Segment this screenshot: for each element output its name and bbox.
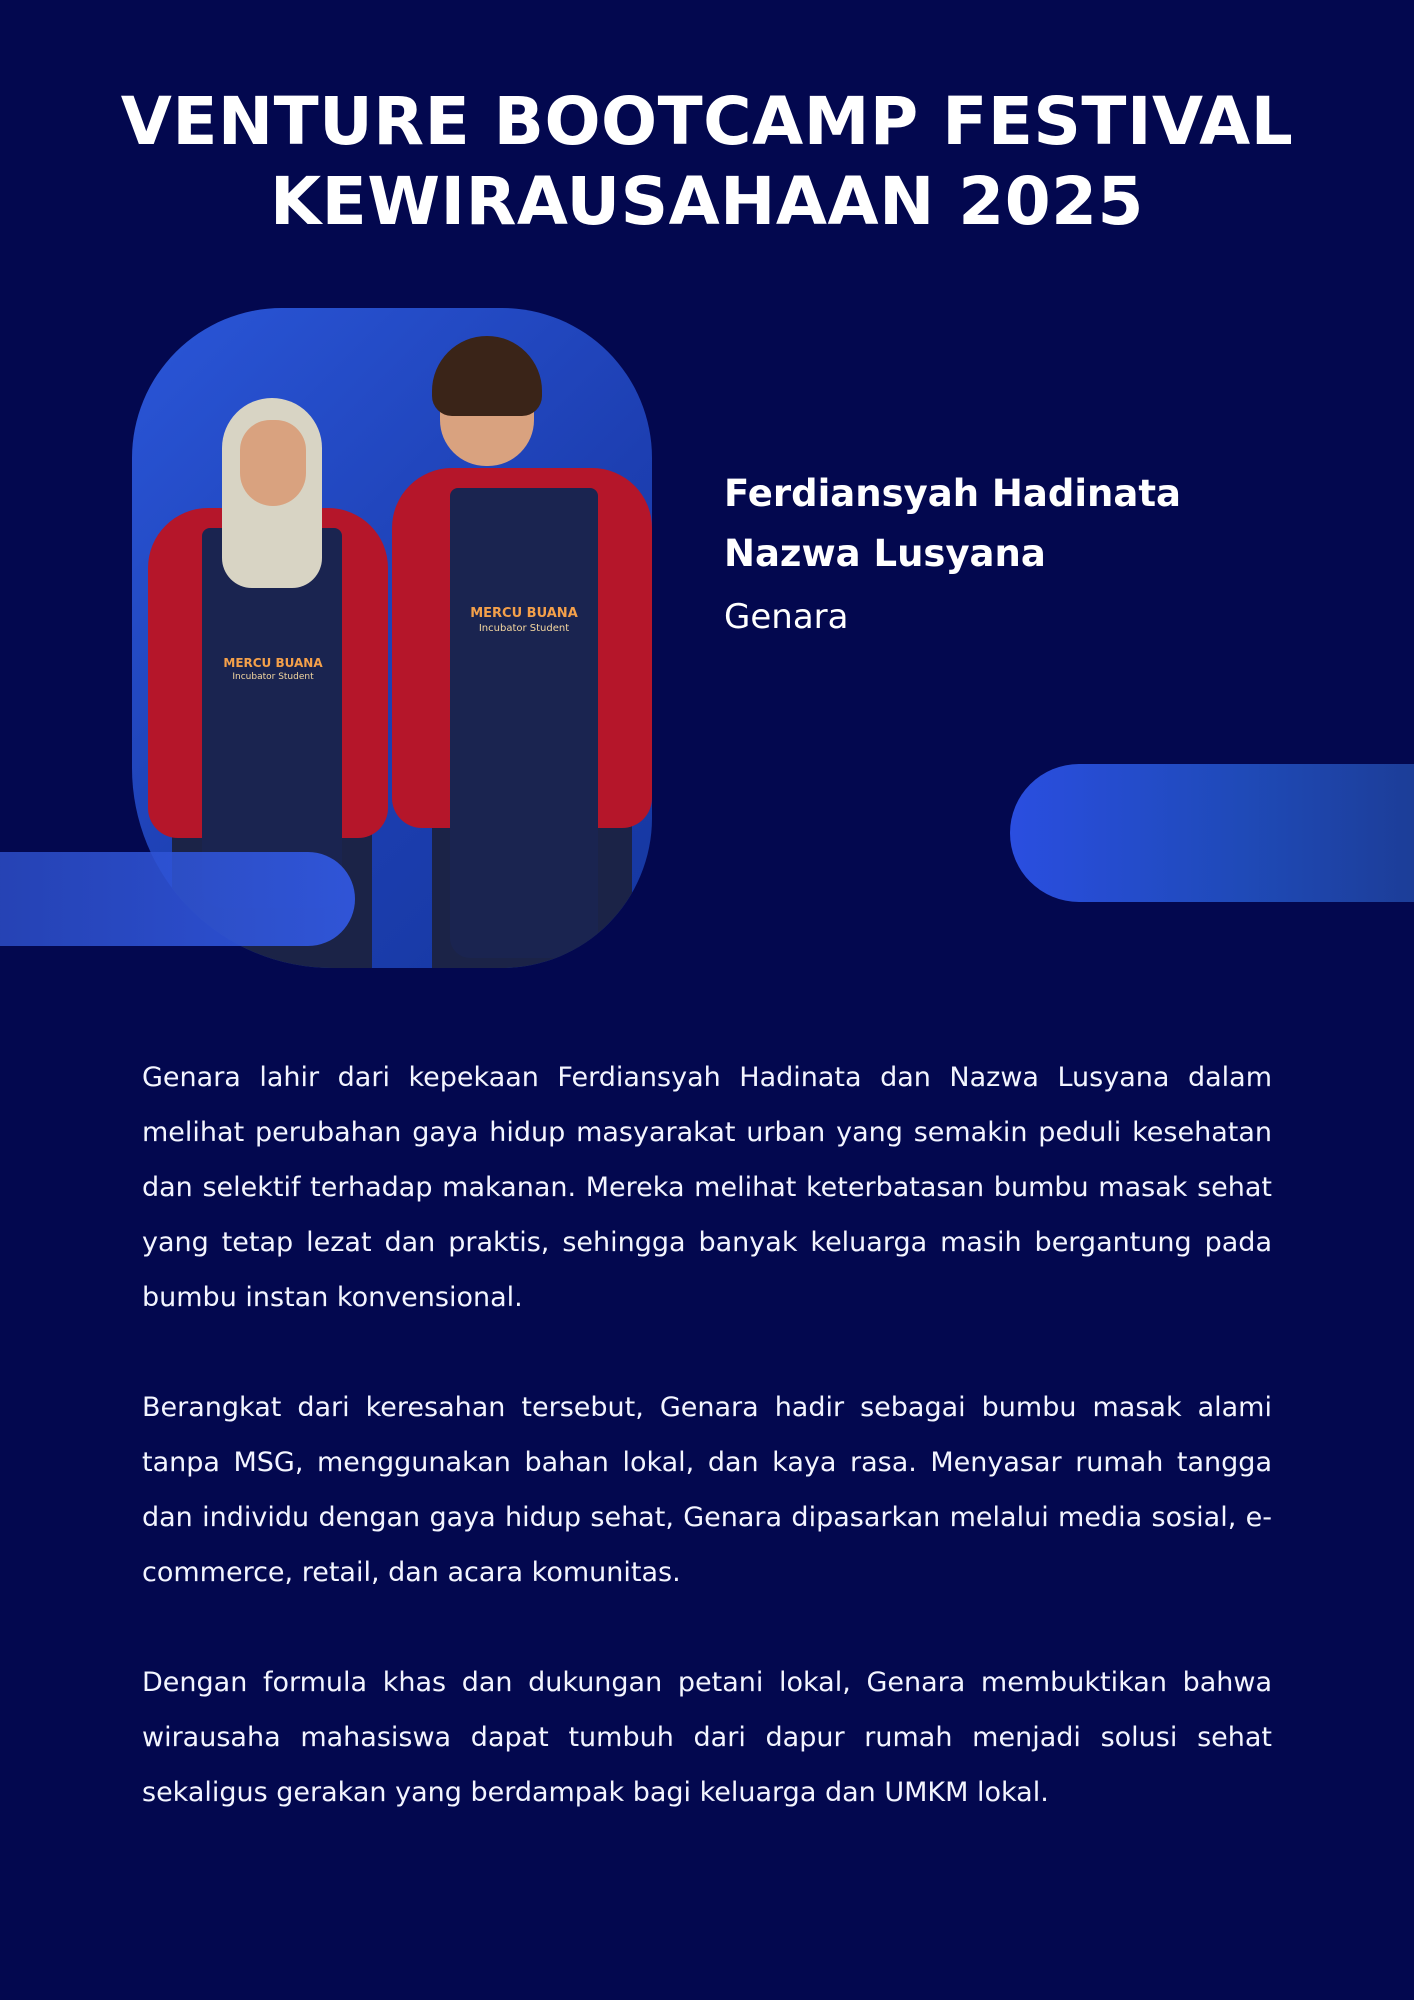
decorative-pill-right [1010,764,1414,902]
founder-2-apron-label: MERCU BUANA [470,606,578,621]
founder-name: Ferdiansyah Hadinata [724,472,1181,515]
story-paragraph: Genara lahir dari kepekaan Ferdiansyah Hadinata dan Nazwa Lusyana dalam melihat perubahan gaya hidup masyarakat urban yang semakin peduli kesehatan dan selektif terhadap makanan. Mereka melihat keterbatasan bumbu masak sehat yang tetap lezat dan praktis, sehingga banyak keluarga masih bergantung pada bumbu instan konvensional. [142,1062,1272,1313]
page-title-line-2: KEWIRAUSAHAAN 2025 [270,163,1144,240]
founder-1-apron-sublabel: Incubator Student [232,672,314,682]
founder-2-apron [450,488,598,958]
founder-info [724,464,1344,648]
founder-name: Nazwa Lusyana [724,532,1046,575]
page-title [0,82,1414,242]
story-paragraph: Dengan formula khas dan dukungan petani lokal, Genara membuktikan bahwa wirausaha mahasiswa dapat tumbuh dari dapur rumah menjadi solusi sehat sekaligus gerakan yang berdampak bagi keluarga dan UMKM lokal. [142,1667,1272,1808]
page-title-line-1: VENTURE BOOTCAMP FESTIVAL [120,83,1294,160]
story-paragraph: Berangkat dari keresahan tersebut, Genara hadir sebagai bumbu masak alami tanpa MSG, menggunakan bahan lokal, dan kaya rasa. Menyasar rumah tangga dan individu dengan gaya hidup sehat, Genara dipasarkan melalui media sosial, e-commerce, retail, dan acara komunitas. [142,1392,1272,1588]
founder-2-apron-sublabel: Incubator Student [478,623,570,634]
company-name: Genara [724,597,849,637]
founder-1-apron-label: MERCU BUANA [223,656,323,670]
founder-1-face [240,420,306,506]
decorative-pill-left [0,852,355,946]
founder-2-hair [432,336,542,416]
story-body [142,1050,1272,1875]
